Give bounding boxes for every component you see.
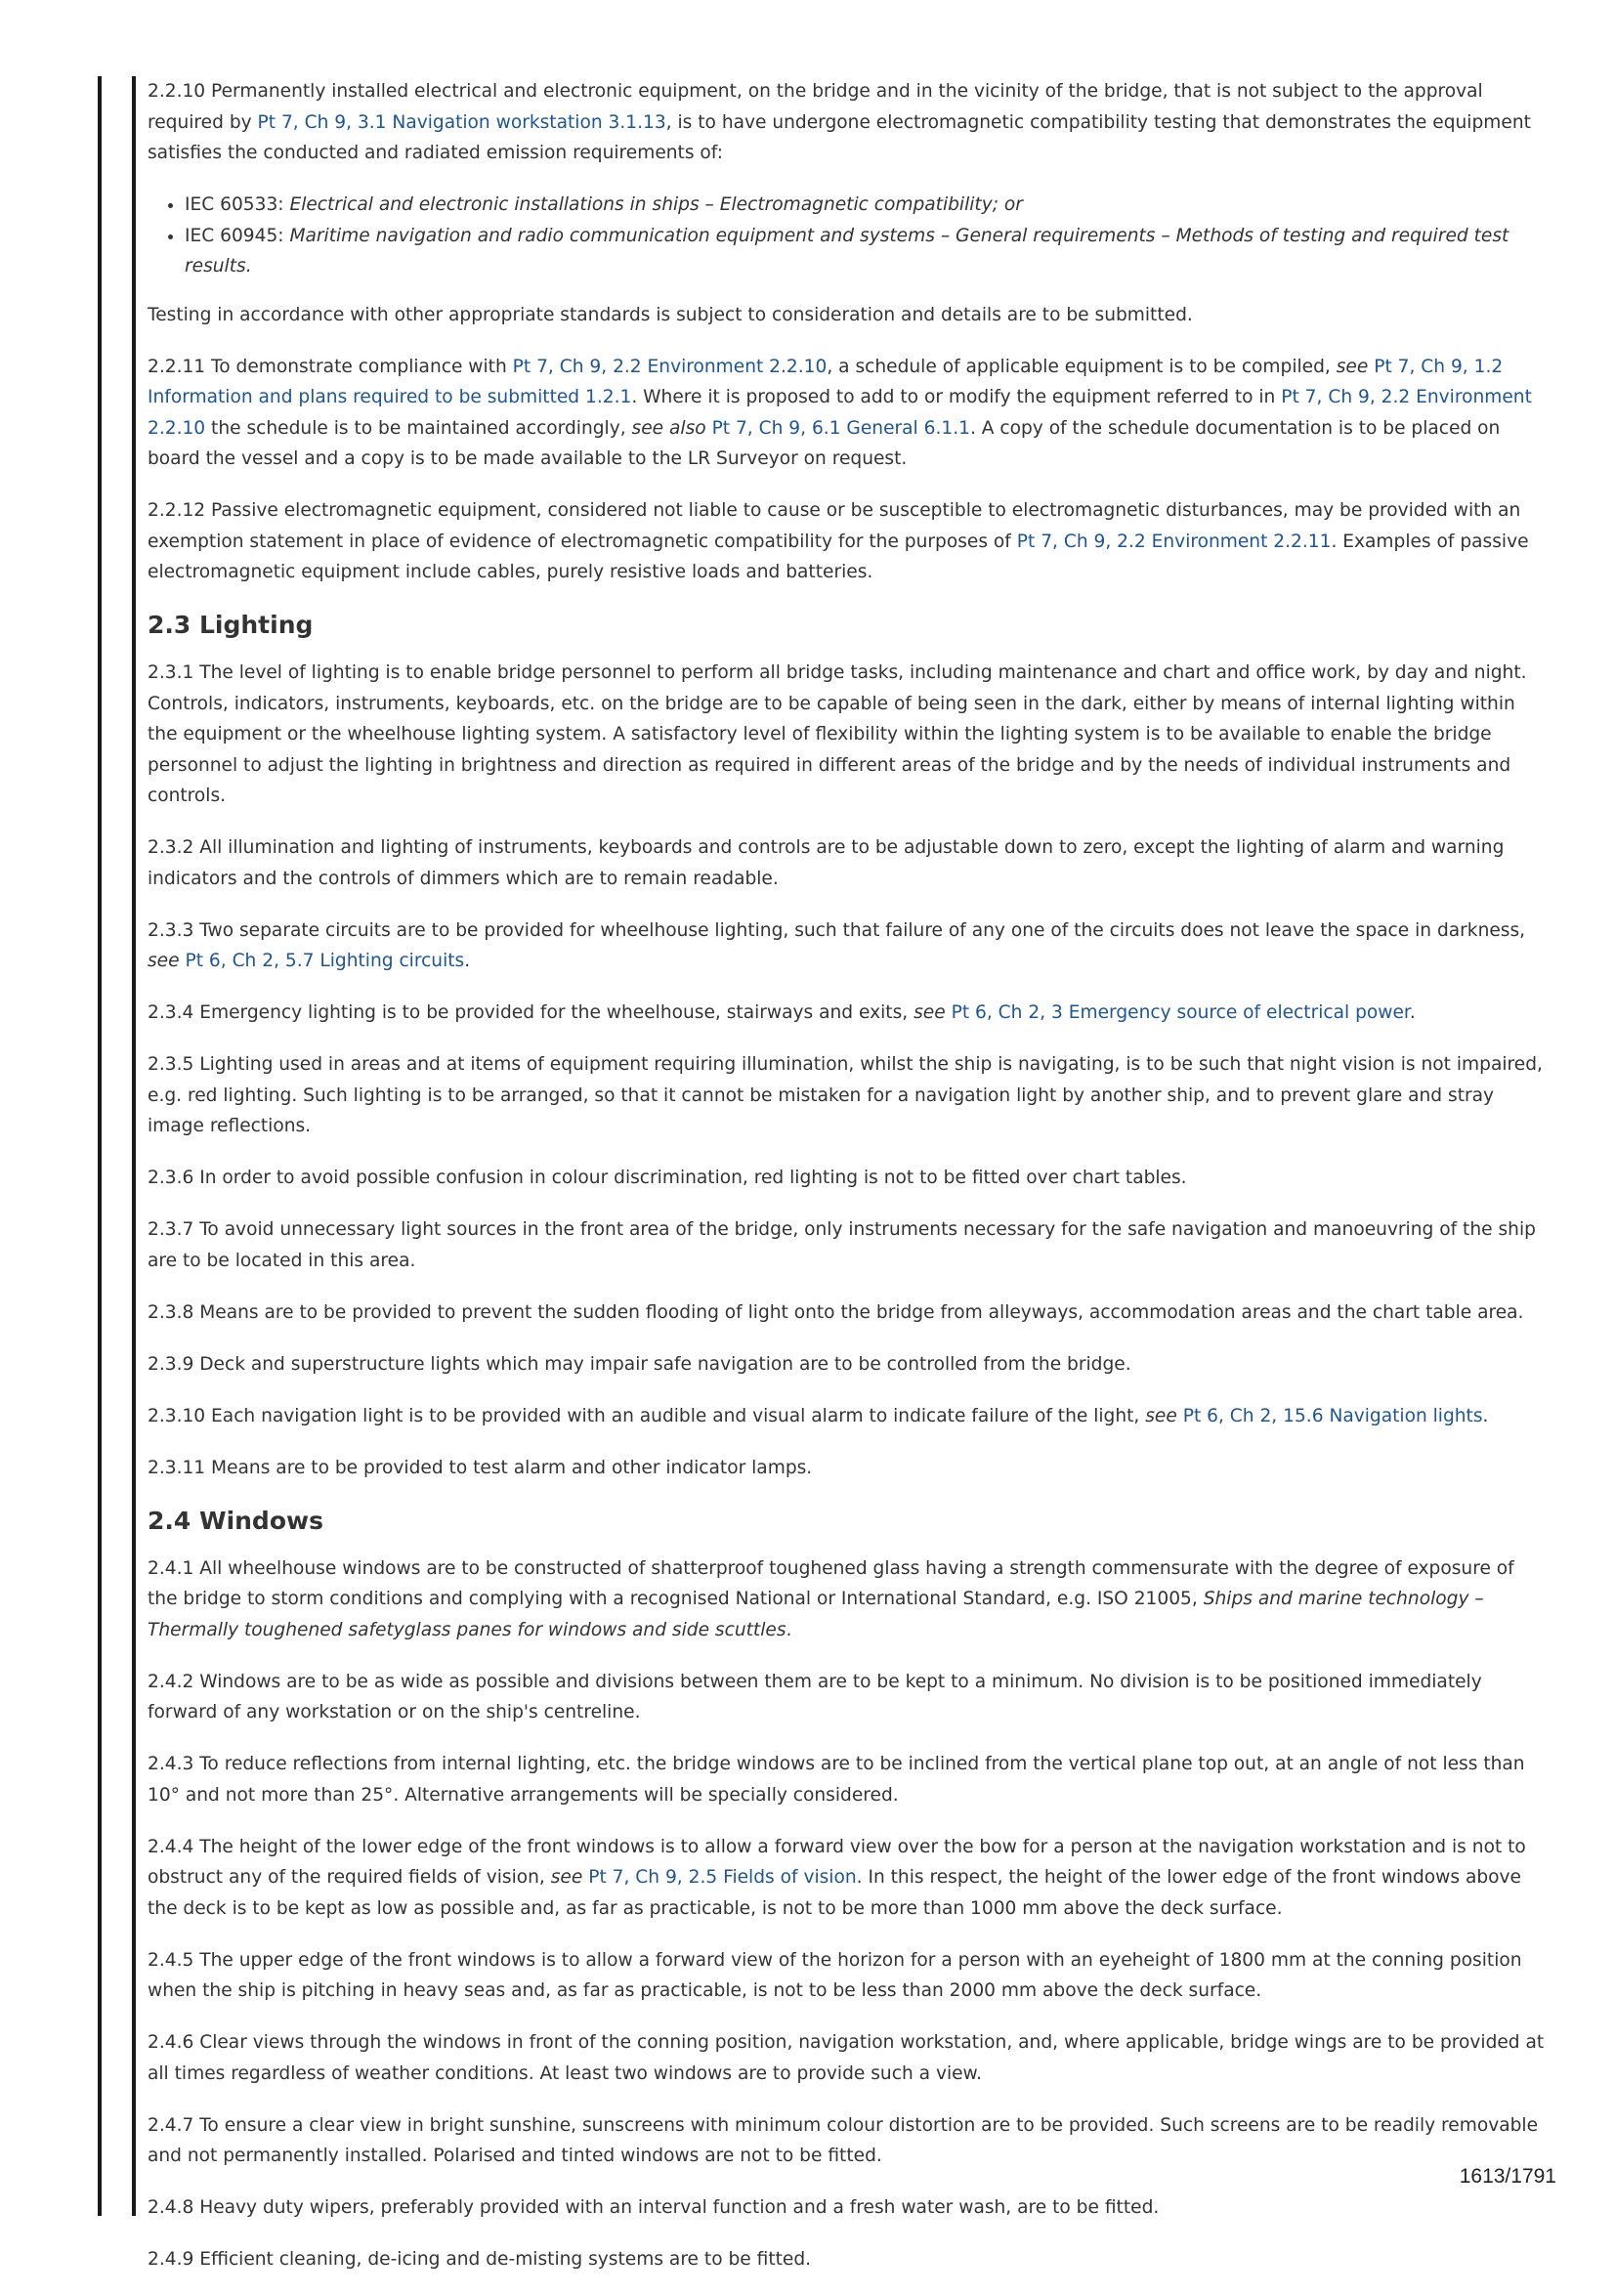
para-2-4-6: 2.4.6 Clear views through the windows in front of the conning position, navigation workstation, and, where applicable, bridge wings are to be provided at all times regardless of weather conditions. At least two windows are to provide such a view. — [148, 2032, 1545, 2084]
para-2-3-11: 2.3.11 Means are to be provided to test alarm and other indicator lamps. — [148, 1457, 813, 1478]
para-2-2-10 — [148, 76, 1547, 169]
para-text: . A copy of the schedule documentation is to be placed on board the vessel and a copy is to be made available to the LR Surveyor on request. — [148, 417, 1501, 469]
para-text: . — [1409, 1002, 1416, 1023]
para-2-4-9: 2.4.9 Efficient cleaning, de-icing and de-misting systems are to be fitted. — [148, 2249, 812, 2270]
para-2-4-7: 2.4.7 To ensure a clear view in bright sunshine, sunscreens with minimum colour distortion are to be provided. Such screens are to be readily removable and not permanently installed. Polarised and tinted windows are not to be fitted. — [148, 2114, 1539, 2166]
para-text: 2.3.4 Emergency lighting is to be provided for the wheelhouse, stairways and exits, — [148, 1002, 914, 1023]
para-2-3-10 — [148, 1401, 1547, 1432]
para-text: 2.2.10 Permanently installed electrical and electronic equipment, on the bridge and in the vicinity of the bridge, that is not subject to the approval required by — [148, 81, 1483, 133]
para-2-3-3 — [148, 915, 1547, 977]
link-pt6-ch2-5-7[interactable]: Pt 6, Ch 2, 5.7 Lighting circuits — [185, 951, 465, 971]
para-emphasis: see — [1336, 356, 1369, 377]
para-text: , is to have undergone electromagnetic compatibility testing that demonstrates the equipment satisfies the conducted and radiated emission requirements of: — [148, 111, 1531, 163]
para-2-3-4 — [148, 998, 1547, 1029]
para-text: the schedule is to be maintained accordingly, — [205, 417, 632, 439]
para-2-3-2: 2.3.2 All illumination and lighting of instruments, keyboards and controls are to be adjustable down to zero, except the lighting of alarm and warning indicators and the controls of dimmers which are to remain readable. — [148, 837, 1505, 889]
para-2-3-8: 2.3.8 Means are to be provided to prevent the sudden flooding of light onto the bridge from alleyways, accommodation areas and the chart table area. — [148, 1301, 1524, 1323]
para-text: . In this respect, the height of the lower edge of the front windows above the deck is to be kept as low as possible and, as far as practicable, is not to be more than 1000 mm above the deck surface. — [148, 1867, 1521, 1919]
para-text: 2.3.3 Two separate circuits are to be provided for wheelhouse lighting, such that failure of any one of the circuits does not leave the space in darkness, — [148, 919, 1526, 941]
standard-code: IEC 60945: — [185, 225, 290, 246]
standard-title: Electrical and electronic installations in ships – Electromagnetic compatibility; or — [289, 194, 1023, 215]
document-body — [148, 76, 1547, 2296]
para-2-4-8: 2.4.8 Heavy duty wipers, preferably provided with an interval function and a fresh water wash, are to be fitted. — [148, 2197, 1160, 2218]
link-pt7-ch9-2-2-11[interactable]: Pt 7, Ch 9, 2.2 Environment 2.2.11 — [1016, 531, 1332, 552]
para-testing: Testing in accordance with other appropriate standards is subject to consideration and details are to be submitted. — [148, 304, 1193, 325]
para-emphasis: Ships and marine technology – Thermally toughened safetyglass panes for windows and side scuttles — [148, 1589, 1484, 1640]
link-pt7-ch9-2-2-10-b[interactable]: Pt 7, Ch 9, 2.2 Environment 2.2.10 — [148, 387, 1532, 439]
para-text: 2.3.10 Each navigation light is to be provided with an audible and visual alarm to indicate failure of the light, — [148, 1405, 1146, 1426]
para-emphasis: see — [1145, 1405, 1177, 1426]
standard-code: IEC 60533: — [185, 194, 290, 215]
page-number: 1613/1791 — [1459, 2165, 1556, 2188]
para-2-4-2: 2.4.2 Windows are to be as wide as possible and divisions between them are to be kept to a minimum. No division is to be positioned immediately forward of any workstation or on the ship's centreline. — [148, 1671, 1482, 1722]
link-pt7-ch9-2-5[interactable]: Pt 7, Ch 9, 2.5 Fields of vision — [588, 1867, 857, 1888]
change-bar-inner — [132, 76, 136, 2216]
para-text: . Examples of passive electromagnetic equipment include cables, purely resistive loads and batteries. — [148, 531, 1529, 582]
para-2-4-3: 2.4.3 To reduce reflections from internal lighting, etc. the bridge windows are to be inclined from the vertical plane top out, at an angle of not less than 10° and not more than 25°. Alternative arrangements will be specially considered. — [148, 1754, 1525, 1806]
change-bar-outer — [98, 76, 102, 2216]
para-emphasis: see also — [631, 417, 706, 439]
para-2-3-5: 2.3.5 Lighting used in areas and at items of equipment requiring illumination, whilst the ship is navigating, is to be such that night vision is not impaired, e.g. red lighting. Such lighting is to be arranged, so that it cannot be mistaken for a navigation light by another ship, and to prevent glare and stray image reflections. — [148, 1054, 1543, 1136]
para-text: . — [786, 1619, 792, 1640]
para-text: 2.2.12 Passive electromagnetic equipment, considered not liable to cause or be susceptible to electromagnetic disturbances, may be provided with an exemption statement in place of evidence of electromagnetic compatibility for the purposes of — [148, 500, 1521, 552]
para-text: 2.2.11 To demonstrate compliance with — [148, 356, 513, 377]
para-2-3-9: 2.3.9 Deck and superstructure lights which may impair safe navigation are to be controlled from the bridge. — [148, 1353, 1131, 1375]
list-item — [185, 221, 1547, 282]
para-2-2-12 — [148, 495, 1547, 588]
para-text: , a schedule of applicable equipment is to be compiled, — [827, 356, 1337, 377]
link-pt7-ch9-3-1[interactable]: Pt 7, Ch 9, 3.1 Navigation workstation 3.1.13 — [257, 111, 666, 133]
para-emphasis: see — [550, 1867, 583, 1888]
link-pt7-ch9-1-2[interactable]: Pt 7, Ch 9, 1.2 Information and plans required to be submitted 1.2.1 — [148, 356, 1504, 407]
para-2-4-1 — [148, 1553, 1547, 1646]
para-2-2-11 — [148, 352, 1547, 475]
para-2-3-1: 2.3.1 The level of lighting is to enable bridge personnel to perform all bridge tasks, including maintenance and chart and office work, by day and night. Controls, indicators, instruments, keyboards, etc. on the bridge are to be capable of being seen in the dark, either by means of internal lighting within the equipment or the wheelhouse lighting system. A satisfactory level of flexibility within the lighting system is to be available to enable the bridge personnel to adjust the lighting in brightness and direction as required in different areas of the bridge and by the needs of individual instruments and controls. — [148, 662, 1527, 806]
para-text: . Where it is proposed to add to or modify the equipment referred to in — [631, 387, 1282, 407]
para-2-3-6: 2.3.6 In order to avoid possible confusion in colour discrimination, red lighting is not to be fitted over chart tables. — [148, 1168, 1187, 1188]
para-text: 2.4.1 All wheelhouse windows are to be constructed of shatterproof toughened glass having a strength commensurate with the degree of exposure of the bridge to storm conditions and complying with a recognised National or International Standard, e.g. ISO 21005, — [148, 1557, 1514, 1609]
link-pt7-ch9-6-1[interactable]: Pt 7, Ch 9, 6.1 General 6.1.1 — [711, 417, 970, 439]
standards-list — [148, 190, 1547, 282]
standard-title: Maritime navigation and radio communication equipment and systems – General requirements – Methods of testing and required test results. — [185, 225, 1509, 276]
para-text: . — [1482, 1405, 1489, 1426]
para-emphasis: see — [148, 951, 180, 971]
para-emphasis: see — [914, 1002, 946, 1023]
para-2-4-5: 2.4.5 The upper edge of the front windows is to allow a forward view of the horizon for a person with an eyeheight of 1800 mm at the conning position when the ship is pitching in heavy seas and, as far as practicable, is not to be less than 2000 mm above the deck surface. — [148, 1949, 1522, 2001]
para-text: 2.4.4 The height of the lower edge of the front windows is to allow a forward view over the bow for a person at the navigation workstation and is not to obstruct any of the required fields of vision, — [148, 1836, 1526, 1888]
list-item — [185, 190, 1547, 221]
link-pt7-ch9-2-2-10[interactable]: Pt 7, Ch 9, 2.2 Environment 2.2.10 — [512, 356, 828, 377]
heading-windows: 2.4 Windows — [148, 1506, 323, 1535]
link-pt6-ch2-3[interactable]: Pt 6, Ch 2, 3 Emergency source of electrical power — [951, 1002, 1410, 1023]
para-text: . — [464, 951, 471, 971]
heading-lighting: 2.3 Lighting — [148, 611, 314, 639]
para-2-3-7: 2.3.7 To avoid unnecessary light sources in the front area of the bridge, only instruments necessary for the safe navigation and manoeuvring of the ship are to be located in this area. — [148, 1219, 1536, 1271]
link-pt6-ch2-15-6[interactable]: Pt 6, Ch 2, 15.6 Navigation lights — [1182, 1405, 1483, 1426]
para-2-4-4 — [148, 1832, 1547, 1925]
